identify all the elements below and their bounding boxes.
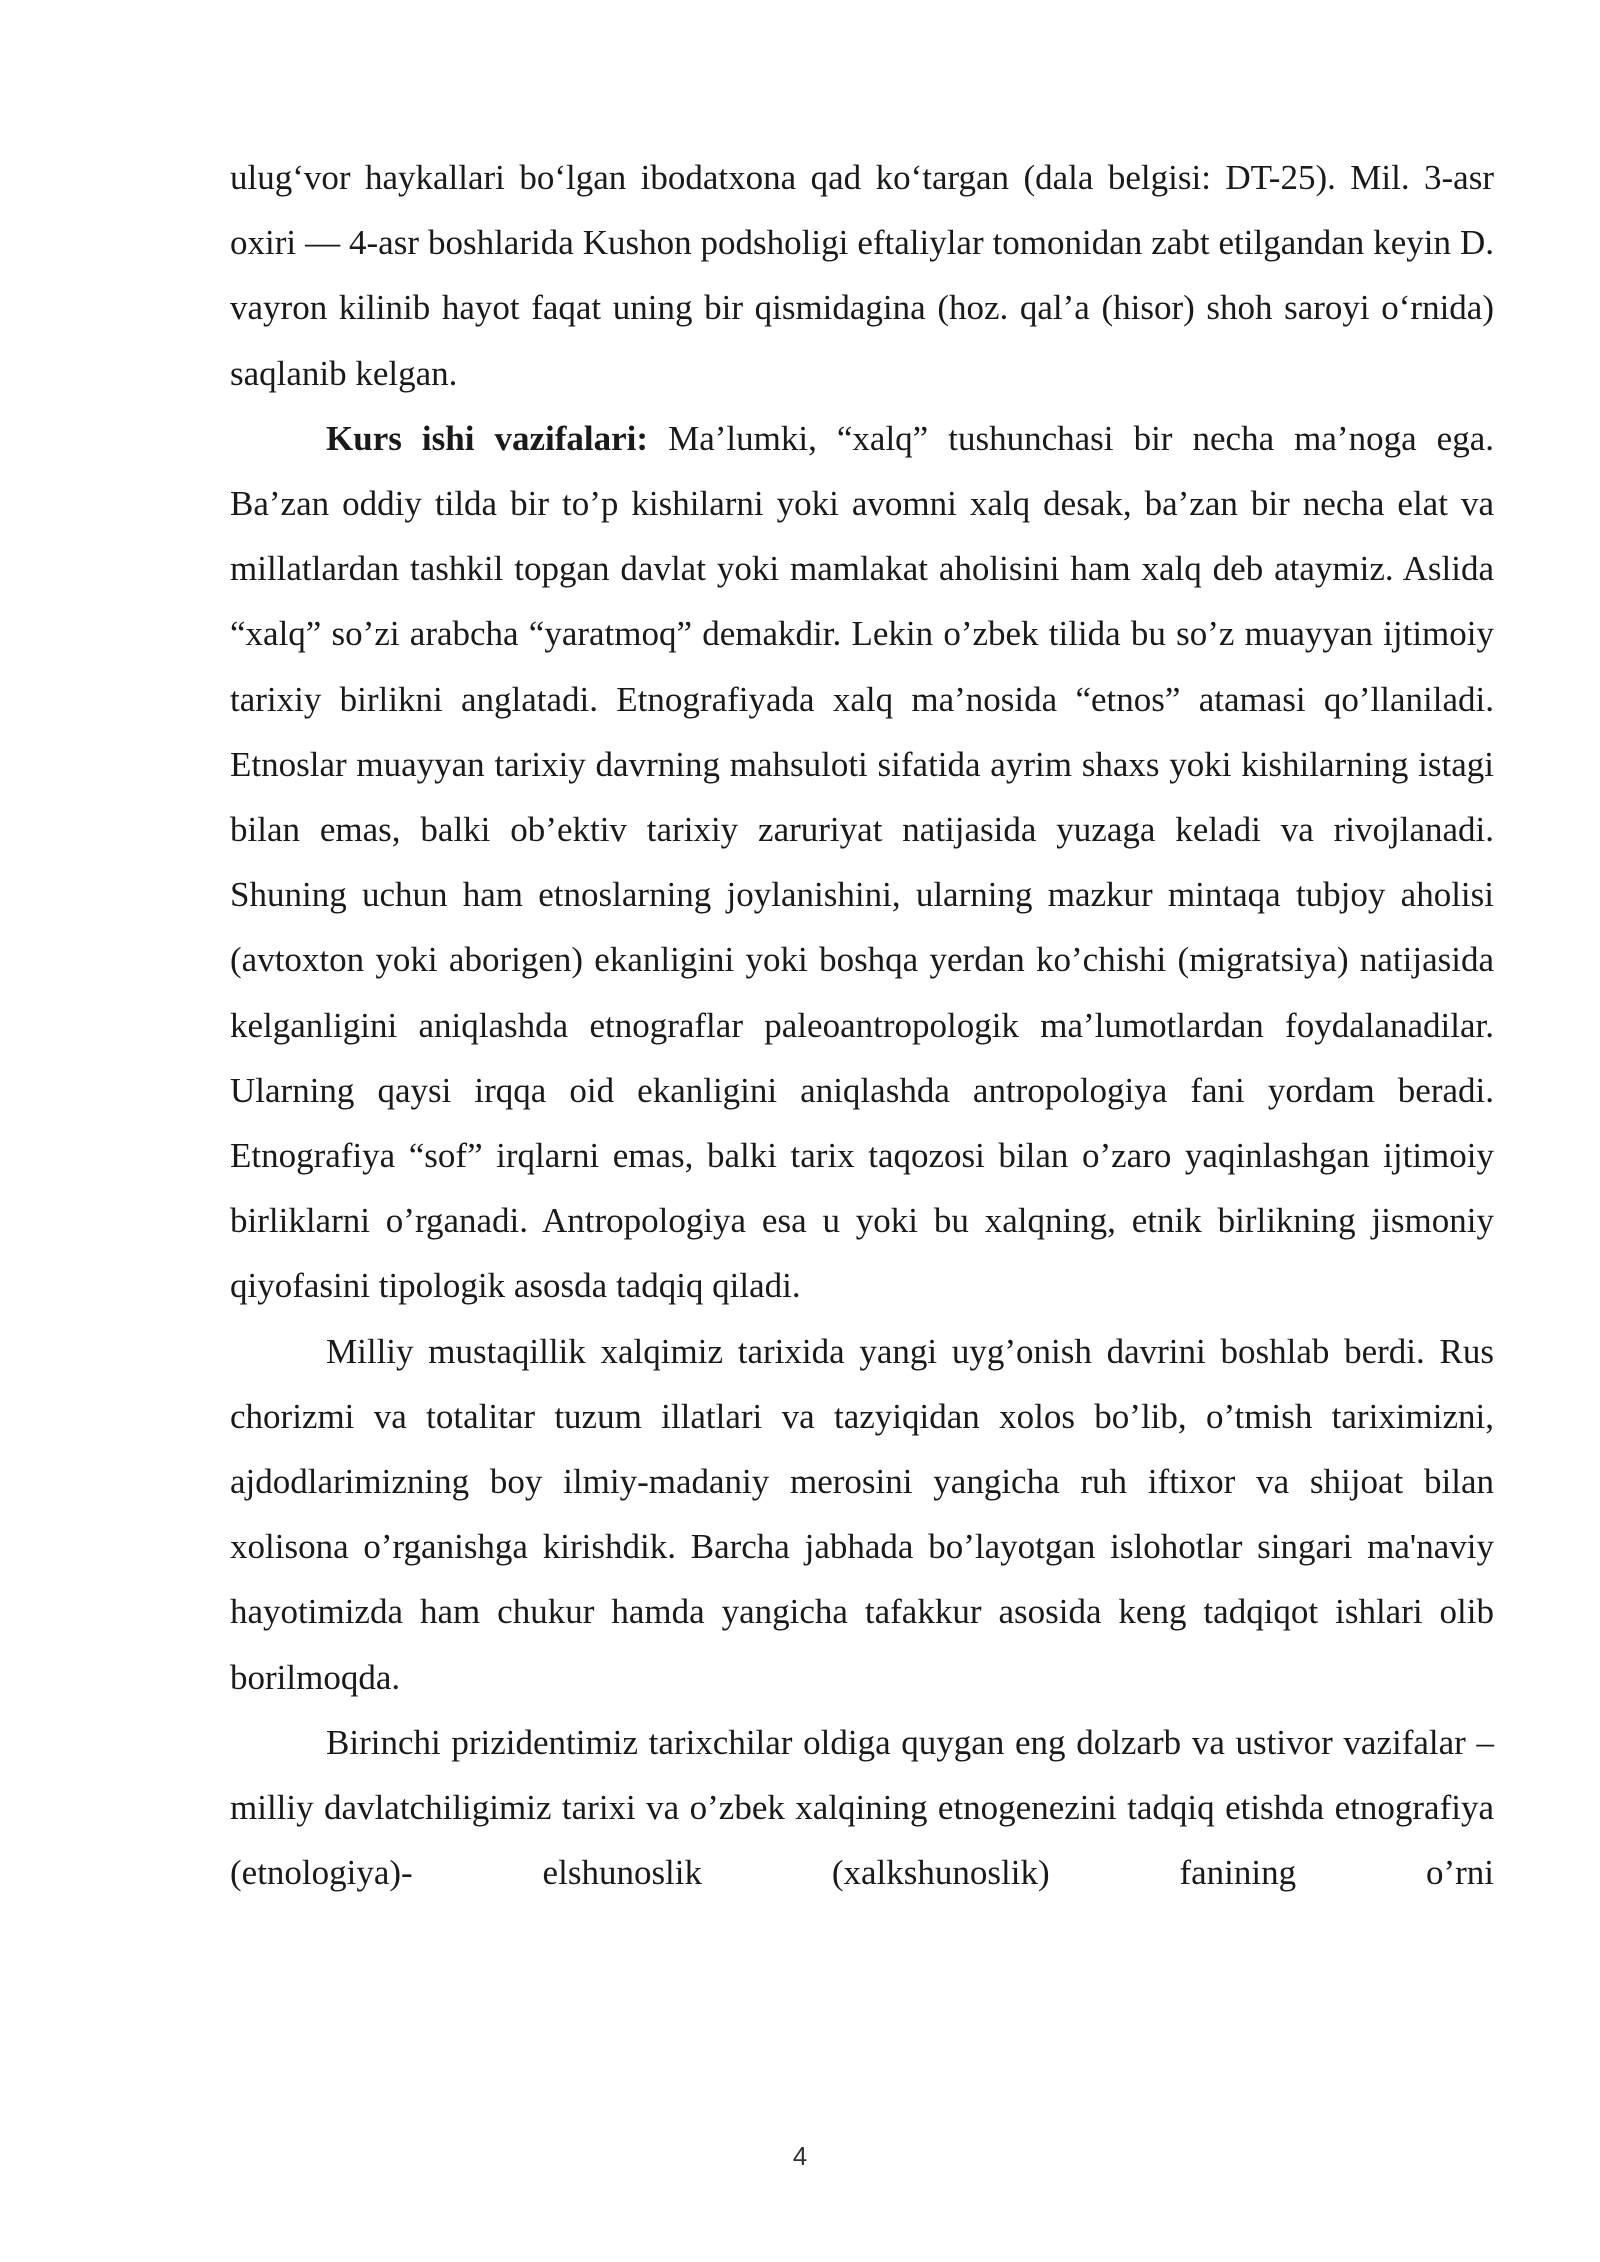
paragraph-2: [230, 406, 1494, 1319]
paragraph-1-text: ulug‘vor haykallari bo‘lgan ibodatxona qad ko‘targan (dala belgisi: DT-25). Mil. 3-asr oxiri — 4-asr boshlarida Kushon podsholigi eftaliylar tomonidan zabt etilgandan keyin D. vayron kilinib hayot faqat uning bir qismidagina (hoz. qal’a (hisor) shoh saroyi o‘rnida) saqlanib kelgan.: [230, 158, 1494, 393]
paragraph-3-text: Milliy mustaqillik xalqimiz tarixida yangi uyg’onish davrini boshlab berdi. Rus chorizmi va totalitar tuzum illatlari va tazyiqidan xolos bo’lib, o’tmish tariximizni, ajdodlarimizning boy ilmiy-madaniy merosini yangicha ruh iftixor va shijoat bilan xolisona o’rganishga kirishdik. Barcha jabhada bo’layotgan islohotlar singari ma'naviy hayotimizda ham chukur hamda yangicha tafakkur asosida keng tadqiqot ishlari olib borilmoqda.: [230, 1331, 1494, 1697]
paragraph-4-text: Birinchi prizidentimiz tarixchilar oldiga quygan eng dolzarb va ustivor vazifalar – milliy davlatchiligimiz tarixi va o’zbek xalqining etnogenezini tadqiq etishda etnografiya (etnologiya)- elshunoslik (xalkshunoslik) fanining o’rni: [230, 1722, 1494, 1893]
paragraph-1: [230, 145, 1494, 406]
page-number: 4: [792, 2141, 808, 2171]
body-text: [230, 145, 1494, 1905]
paragraph-2-lead: Kurs ishi vazifalari:: [326, 418, 649, 458]
paragraph-4: [230, 1710, 1494, 1906]
paragraph-2-text: Ma’lumki, “xalq” tushunchasi bir necha ma’noga ega. Ba’zan oddiy tilda bir to’p kishilarni yoki avomni xalq desak, ba’zan bir necha elat va millatlardan tashkil topgan davlat yoki mamlakat aholisini ham xalq deb ataymiz. Aslida “xalq” so’zi arabcha “yaratmoq” demakdir. Lekin o’zbek tilida bu so’z muayyan ijtimoiy tarixiy birlikni anglatadi. Etnografiyada xalq ma’nosida “etnos” atamasi qo’llaniladi. Etnoslar muayyan tarixiy davrning mahsuloti sifatida ayrim shaxs yoki kishilarning istagi bilan emas, balki ob’ektiv tarixiy zaruriyat natijasida yuzaga keladi va rivojlanadi. Shuning uchun ham etnoslarning joylanishini, ularning mazkur mintaqa tubjoy aholisi (avtoxton yoki aborigen) ekanligini yoki boshqa yerdan ko’chishi (migratsiya) natijasida kelganligini aniqlashda etnograflar paleoantropologik ma’lumotlardan foydalanadilar. Ularning qaysi irqqa oid ekanligini aniqlashda antropologiya fani yordam beradi. Etnografiya “sof” irqlarni emas, balki tarix taqozosi bilan o’zaro yaqinlashgan ijtimoiy birliklarni o’rganadi. Antropologiya esa u yoki bu xalqning, etnik birlikning jismoniy qiyofasini tipologik asosda tadqiq qiladi.: [230, 418, 1494, 1306]
paragraph-3: [230, 1319, 1494, 1710]
